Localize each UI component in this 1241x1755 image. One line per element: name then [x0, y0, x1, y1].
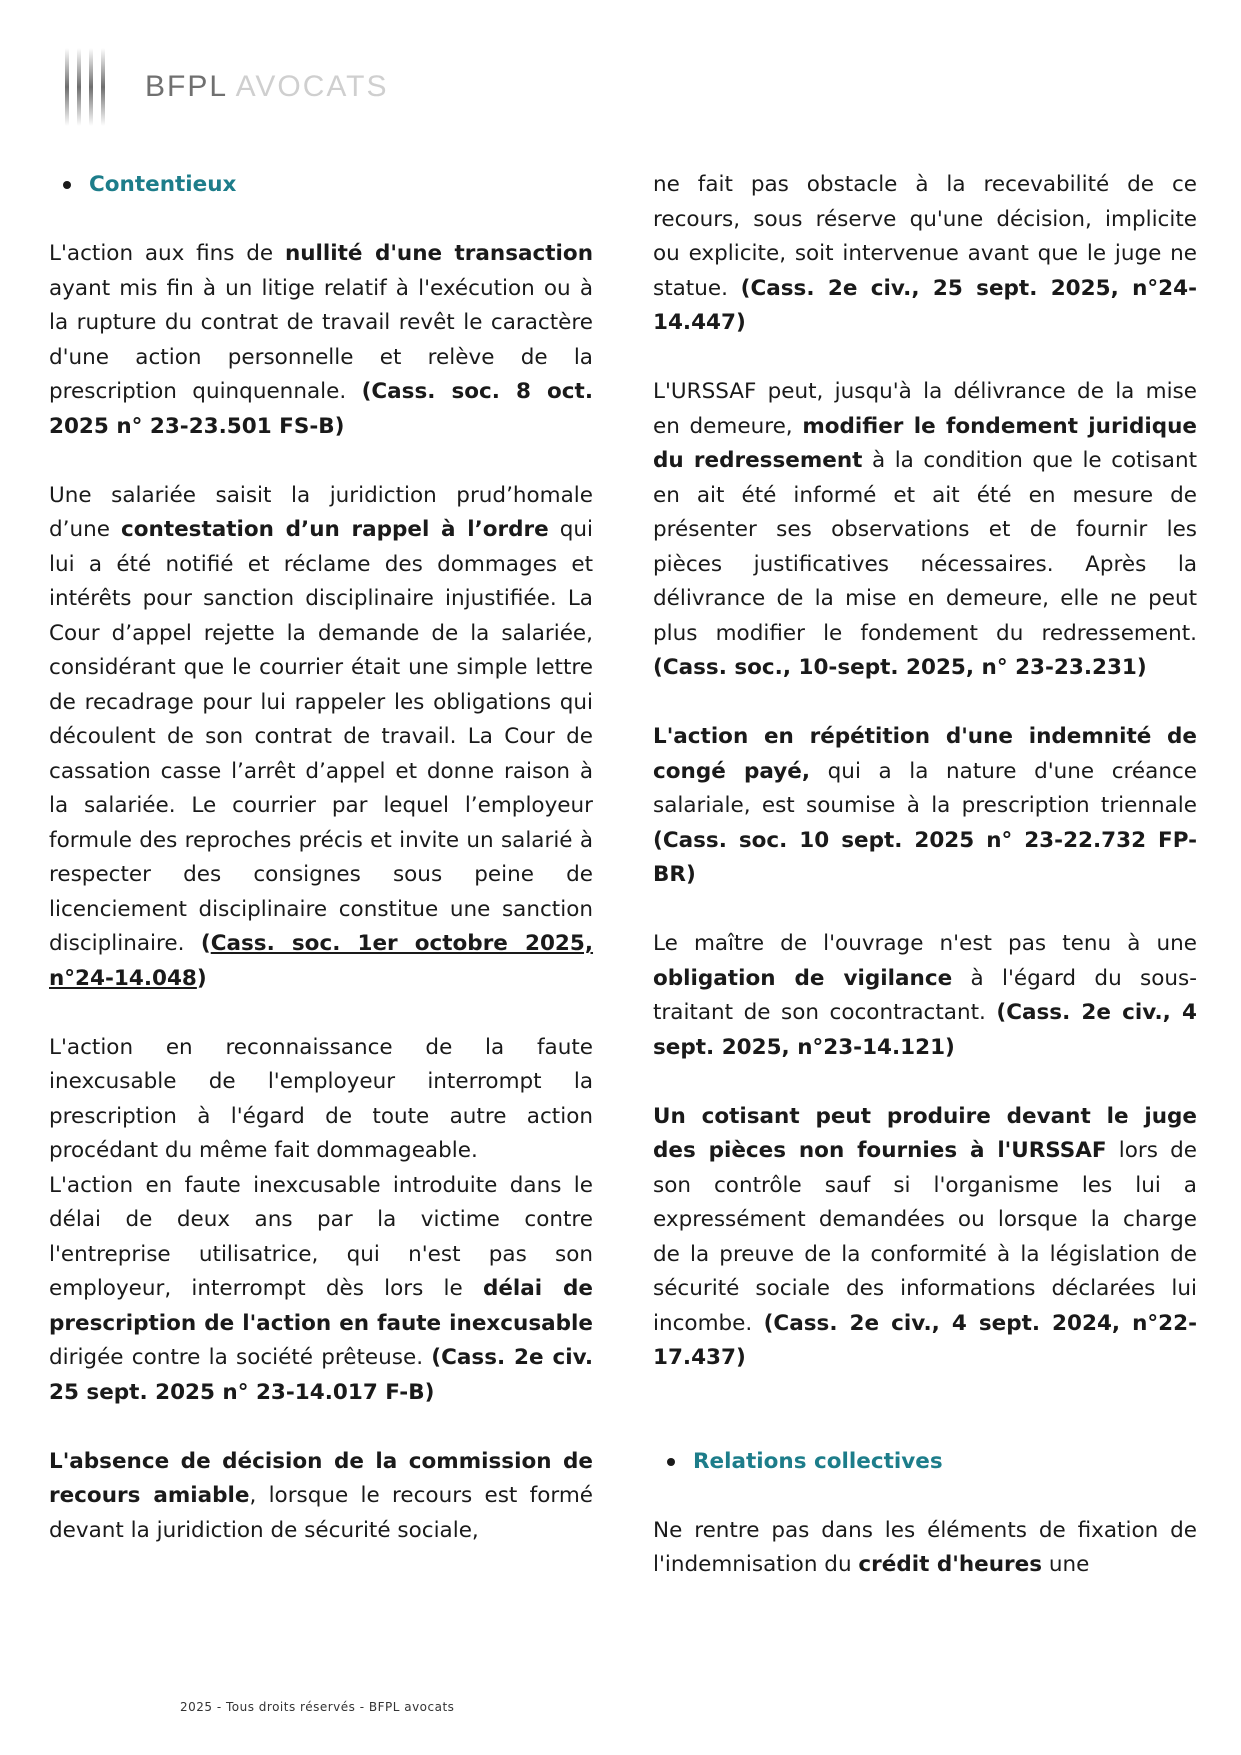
- case-reference: (Cass. 2e civ., 4 sept. 2024, n°22-17.437): [653, 1310, 1197, 1370]
- paragraph-prescription: L'action en faute inexcusable introduite dans le délai de deux ans par la victime contre l'entreprise utilisatrice, qui n'est pas son employeur, interrompt dès lors le délai de prescription de l'action en faute inexcusable dirigée contre la société prêteuse. (Cass. 2e civ. 25 sept. 2025 n° 23-14.017 F-B): [49, 1172, 593, 1405]
- paragraph-transaction: L'action aux fins de nullité d'une transaction ayant mis fin à un litige relatif à l'exécution ou à la rupture du contrat de travail revêt le caractère d'une action personnelle et relève de la prescription quinquennale. (Cass. soc. 8 oct. 2025 n° 23-23.501 FS-B): [49, 241, 593, 439]
- firm-logo-mark: [62, 46, 142, 128]
- section-heading-contentieux: [49, 168, 593, 203]
- footer-copyright: 2025 - Tous droits réservés - BFPL avocats: [180, 1700, 455, 1714]
- firm-suffix: AVOCATS: [235, 70, 389, 103]
- case-reference: (Cass. 2e civ., 4 sept. 2025, n°23-14.121): [653, 1000, 1197, 1060]
- paragraph-commission-recours: L'absence de décision de la commission de recours amiable, lorsque le recours est formé devant la juridiction de sécurité sociale,: [49, 1448, 593, 1543]
- case-reference: (Cass. soc. 8 oct. 2025 n° 23-23.501 FS-B): [49, 379, 593, 439]
- case-reference-link[interactable]: Cass. soc. 1er octobre 2025, n°24-14.048: [49, 931, 594, 991]
- paragraph-rappel-ordre: Une salariée saisit la juridiction prud’homale d’une contestation d’un rappel à l’ordre qui lui a été notifié et réclame des dommages et intérêts pour sanction disciplinaire injustifiée. La Cour d’appel rejette la demande de la salariée, considérant que le courrier était une simple lettre de recadrage pour lui rappeler les obligations qui découlent de son contrat de travail. La Cour de cassation casse l’arrêt d’appel et donne raison à la salariée. Le courrier par lequel l’employeur formule des reproches précis et invite un salarié à respecter des consignes sous peine de licenciement disciplinaire constitue une sanction disciplinaire. (Cass. soc. 1er octobre 2025, n°24-14.048): [49, 482, 594, 991]
- firm-logo-text: [145, 70, 389, 104]
- section-title: Relations collectives: [693, 1448, 943, 1474]
- section-title: Contentieux: [89, 172, 237, 197]
- firm-name: BFPL: [145, 70, 227, 103]
- right-column: [653, 168, 1197, 1583]
- bullet-icon: [63, 181, 71, 189]
- paragraph-urssaf-redressement: L'URSSAF peut, jusqu'à la délivrance de la mise en demeure, modifier le fondement juridique du redressement à la condition que le cotisant en ait été informé et ait été en mesure de présenter ses observations et de fournir les pièces justificatives nécessaires. Après la délivrance de la mise en demeure, elle ne peut plus modifier le fondement du redressement. (Cass. soc., 10-sept. 2025, n° 23-23.231): [653, 379, 1198, 680]
- case-reference: (Cass. 2e civ. 25 sept. 2025 n° 23-14.017 F-B): [49, 1345, 593, 1405]
- paragraph-conge-paye: L'action en répétition d'une indemnité de congé payé, qui a la nature d'une créance salariale, est soumise à la prescription triennale (Cass. soc. 10 sept. 2025 n° 23-22.732 FP-BR): [653, 724, 1198, 887]
- paragraph-pieces-urssaf: Un cotisant peut produire devant le juge des pièces non fournies à l'URSSAF lors de son contrôle sauf si l'organisme les lui a expressément demandées ou lorsque la charge de la preuve de la conformité à la législation de sécurité sociale des informations déclarées lui incombe. (Cass. 2e civ., 4 sept. 2024, n°22-17.437): [653, 1103, 1197, 1370]
- paragraph-vigilance: Le maître de l'ouvrage n'est pas tenu à une obligation de vigilance à l'égard du sous-traitant de son cocontractant. (Cass. 2e civ., 4 sept. 2025, n°23-14.121): [653, 931, 1197, 1060]
- section-heading-relations-collectives: [653, 1445, 1197, 1480]
- paragraph-commission-recours-cont: ne fait pas obstacle à la recevabilité de ce recours, sous réserve qu'une décision, implicite ou explicite, soit intervenue avant que le juge ne statue. (Cass. 2e civ., 25 sept. 2025, n°24-14.447): [653, 172, 1197, 335]
- paragraph-faute-inexcusable: L'action en reconnaissance de la faute inexcusable de l'employeur interrompt la prescription à l'égard de toute autre action procédant du même fait dommageable.: [49, 1034, 593, 1163]
- bullet-icon: [667, 1458, 675, 1466]
- paragraph-credit-heures: Ne rentre pas dans les éléments de fixation de l'indemnisation du crédit d'heures une: [653, 1517, 1197, 1577]
- left-column: [49, 168, 593, 1548]
- case-reference: (Cass. 2e civ., 25 sept. 2025, n°24-14.447): [653, 275, 1197, 335]
- case-reference: (Cass. soc. 10 sept. 2025 n° 23-22.732 FP-BR): [653, 827, 1197, 887]
- case-reference: (Cass. soc., 10-sept. 2025, n° 23-23.231): [653, 655, 1147, 680]
